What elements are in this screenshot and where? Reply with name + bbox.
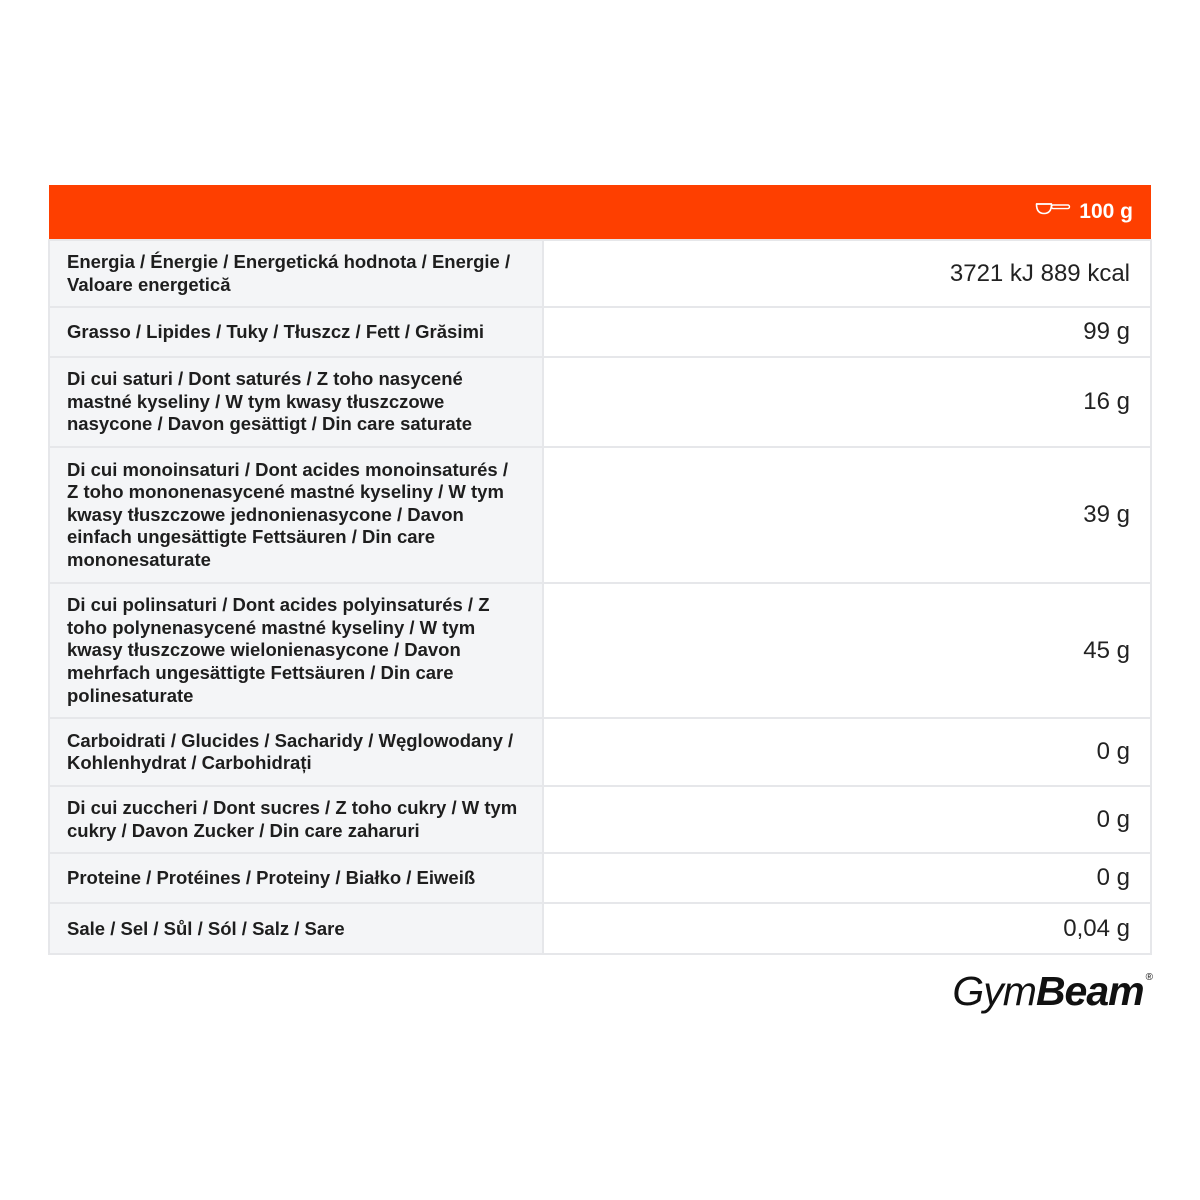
- serving-label: 100 g: [1079, 199, 1133, 223]
- nutrient-label: Grasso / Lipides / Tuky / Tłuszcz / Fett / Grăsimi: [49, 307, 543, 357]
- nutrient-label: Carboidrati / Glucides / Sacharidy / Węglowodany / Kohlenhydrat / Carbohidrați: [49, 718, 543, 786]
- table-row: [49, 240, 1151, 307]
- logo-text-bold: Beam: [1035, 968, 1144, 1014]
- nutrient-label: Energia / Énergie / Energetická hodnota / Energie / Valoare energetică: [49, 240, 543, 307]
- serving-header: [543, 185, 1151, 240]
- registered-mark: ®: [1145, 972, 1152, 983]
- logo-text-light: Gym: [952, 968, 1036, 1014]
- nutrient-value: 39 g: [543, 447, 1151, 583]
- table-row: [49, 357, 1151, 447]
- nutrient-value: 0,04 g: [543, 903, 1151, 954]
- nutrient-value: 16 g: [543, 357, 1151, 447]
- nutrient-value: 99 g: [543, 307, 1151, 357]
- gymbeam-logo: [952, 968, 1152, 1015]
- table-header: [49, 185, 1151, 240]
- nutrient-value: 0 g: [543, 786, 1151, 853]
- nutrient-label: Di cui zuccheri / Dont sucres / Z toho cukry / W tym cukry / Davon Zucker / Din care zaharuri: [49, 786, 543, 853]
- nutrient-value: 0 g: [543, 718, 1151, 786]
- nutrient-label: Di cui monoinsaturi / Dont acides monoinsaturés / Z toho mononenasycené mastné kyseliny / W tym kwasy tłuszczowe jednonienasycone / Davon einfach ungesättigte Fettsäuren / Din care mononesaturate: [49, 447, 543, 583]
- scoop-icon: [1035, 198, 1071, 222]
- table-row: [49, 307, 1151, 357]
- nutrition-table: [48, 185, 1152, 955]
- table-row: [49, 583, 1151, 718]
- table-row: [49, 903, 1151, 954]
- table-row: [49, 447, 1151, 583]
- nutrient-label: Proteine / Protéines / Proteiny / Białko / Eiweiß: [49, 853, 543, 903]
- nutrient-label: Di cui saturi / Dont saturés / Z toho nasycené mastné kyseliny / W tym kwasy tłuszczowe nasycone / Davon gesättigt / Din care saturate: [49, 357, 543, 447]
- nutrient-value: 45 g: [543, 583, 1151, 718]
- nutrient-label: Sale / Sel / Sůl / Sól / Salz / Sare: [49, 903, 543, 954]
- nutrient-value: 3721 kJ 889 kcal: [543, 240, 1151, 307]
- header-spacer: [49, 185, 543, 240]
- nutrient-value: 0 g: [543, 853, 1151, 903]
- nutrient-label: Di cui polinsaturi / Dont acides polyinsaturés / Z toho polynenasycené mastné kyseliny / W tym kwasy tłuszczowe wielonienasycone / Davon mehrfach ungesättigte Fettsäuren / Din care polinesaturate: [49, 583, 543, 718]
- table-row: [49, 718, 1151, 786]
- table-row: [49, 786, 1151, 853]
- table-row: [49, 853, 1151, 903]
